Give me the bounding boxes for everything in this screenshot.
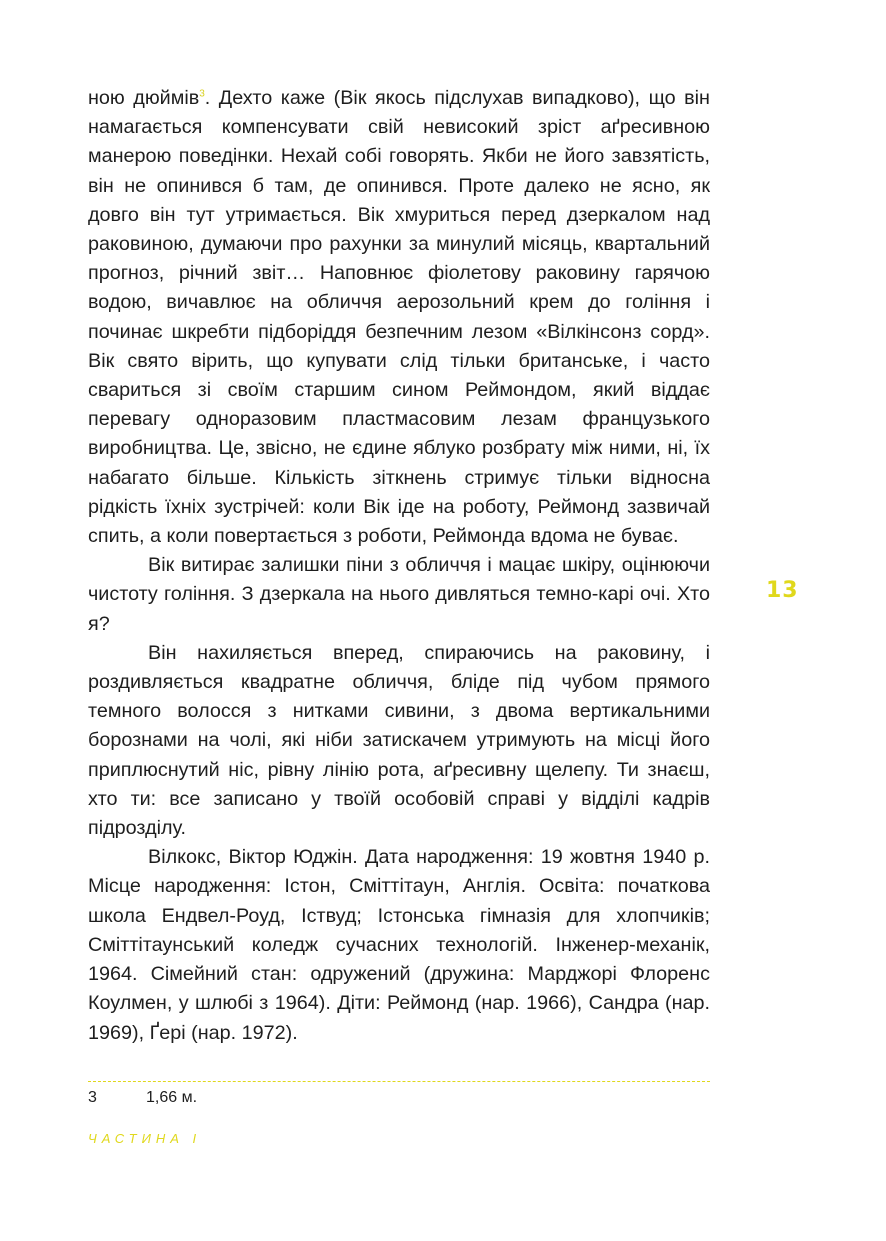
footnote — [88, 1088, 197, 1108]
paragraph-2: Вік витирає залишки піни з обличчя і мацає шкіру, оцінюючи чистоту гоління. З дзеркала на нього дивляться темно-карі очі. Хто я? — [88, 554, 710, 635]
main-text — [88, 84, 710, 1048]
footnote-divider — [88, 1081, 710, 1082]
paragraph-4: Вілкокс, Віктор Юджін. Дата народження: 19 жовтня 1940 р. Місце народження: Істон, Сміттітаун, Англія. Освіта: початкова школа Ендвел-Роуд, Іствуд; Істонська гімназія для хлопчиків; Сміттітаунський коледж сучасних технологій. Інженер-механік, 1964. Сімейний стан: одружений (дружина: Марджорі Флоренс Коулмен, у шлюбі з 1964). Діти: Реймонд (нар. 1966), Сандра (нар. 1969), Ґері (нар. 1972). — [88, 846, 710, 1044]
page-number: 13 — [766, 578, 799, 603]
running-footer: ЧАСТИНА І — [88, 1131, 202, 1146]
footnote-text: 1,66 м. — [146, 1089, 198, 1106]
paragraph-1-rest: . Дехто каже (Вік якось підслухав випадково), що він намагається компенсувати свій невисокий зріст аґресивною манерою поведінки. Нехай собі говорять. Якби не його завзятість, він не опинився б там, де опинився. Проте далеко не ясно, як довго він тут утримається. Вік хмуриться перед дзеркалом над раковиною, думаючи про рахунки за минулий місяць, квартальний прогноз, річний звіт… Наповнює фіолетову раковину гарячою водою, вичавлює на обличчя аерозольний крем до гоління і починає шкребти підборіддя безпечним лезом «Вілкінсонз сорд». Вік свято вірить, що купувати слід тільки британське, і часто свариться зі своїм старшим сином Реймондом, який віддає перевагу одноразовим пластмасовим лезам французького виробництва. Це, звісно, не єдине яблуко розбрату між ними, ні, їх набагато більше. Кількість зіткнень стримує тільки відносна рідкість їхніх зустрічей: коли Вік іде на роботу, Реймонд зазвичай спить, а коли повертається з роботи, Реймонда вдома не буває. — [88, 87, 710, 548]
footnote-number: 3 — [88, 1089, 97, 1106]
paragraph-1 — [88, 84, 710, 551]
footnote-reference[interactable]: 3 — [199, 88, 205, 100]
paragraph-1-start: ною дюймів — [88, 87, 200, 109]
paragraph-3: Він нахиляється вперед, спираючись на раковину, і роздивляється квадратне обличчя, бліде під чубом прямого темного волосся з нитками сивини, з двома вертикальними борознами на чолі, які ніби затискачем утримують на місці його приплюснутий ніс, рівну лінію рота, аґресивну щелепу. Ти знаєш, хто ти: все записано у твоїй особовій справі у відділі кадрів підрозділу. — [88, 641, 710, 840]
